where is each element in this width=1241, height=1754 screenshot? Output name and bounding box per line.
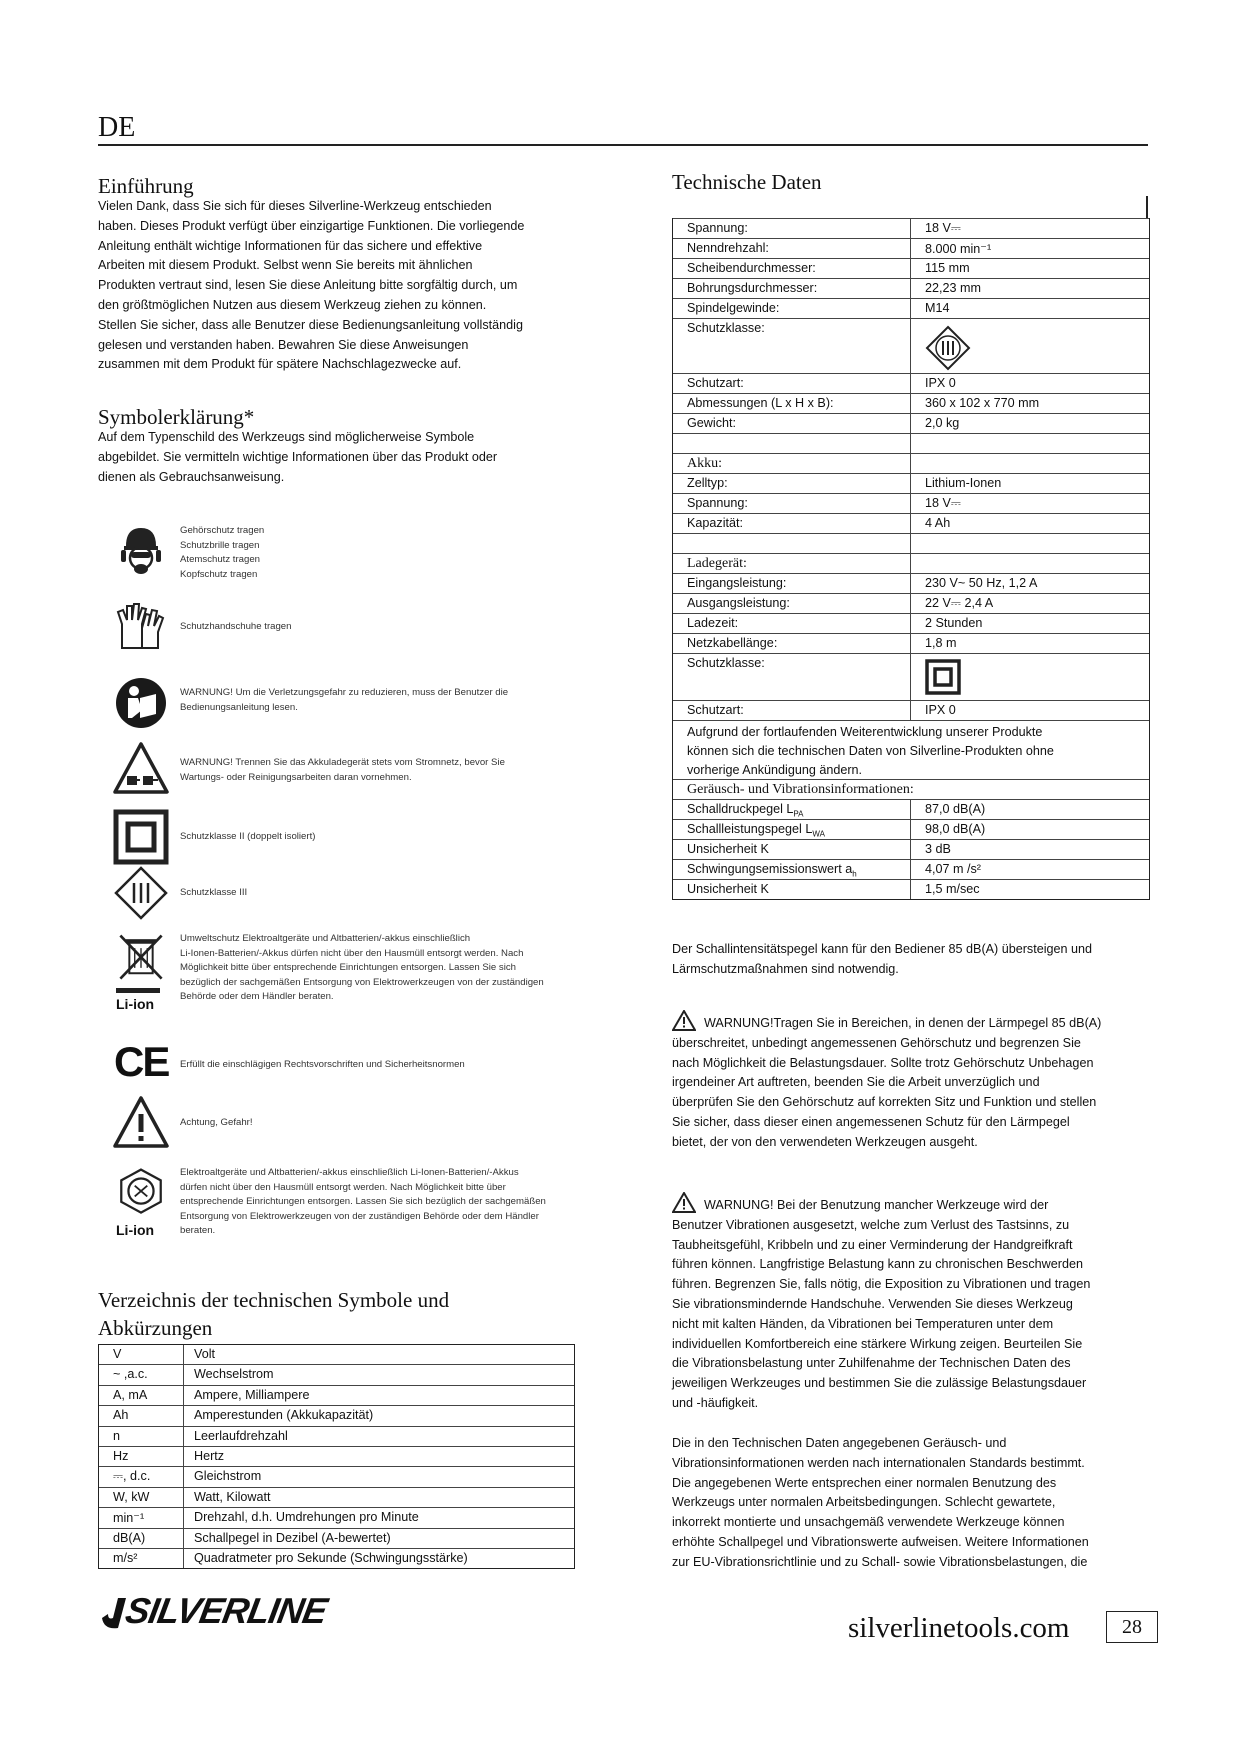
tech-row: Netzkabellänge: 1,8 m [673,633,1149,653]
text-line: Werkzeugs unter normalen Arbeitsbedingungen. Schlecht gewartete, [672,1495,1056,1510]
tech-top-rule [1146,196,1148,218]
intro-body [98,197,524,375]
symbol-text: WARNUNG! Trennen Sie das Akkuladegerät stets vom Stromnetz, bevor Sie Wartungs- oder Reinigungsarbeiten daran vornehmen. [180,757,505,783]
brand-logo [96,1588,396,1636]
abbrev-row: W, kW Watt, Kilowatt [99,1487,574,1507]
tech-row: Bohrungsdurchmesser: 22,23 mm [673,278,1149,298]
warning-icon [672,1010,696,1031]
symbols-title: Symbolerklärung* [98,405,255,429]
intro-title: Einführung [98,174,194,198]
vibration-warning: WARNUNG! Bei der Benutzung mancher Werkzeuge wird der Benutzer Vibrationen ausgesetzt, welche zum Verlust des Tastsinns, zu Taubheitsgefühl, Kribbeln und zu einer Verminderung der Handgreifkraft führen können. Langfristige Belastung kann zu chronischen Beschwerden führen. Begrenzen Sie, falls nötig, die Exposition zu Vibrationen und tragen Sie vibrationsmindernde Handschuhe. Verwenden Sie dieses Werkzeug nicht mit kalten Händen, da Vibrationen bei Temperaturen unter dem individuellen Komfortbereich eine stärkere Wirkung zeigen. Beurteilen Sie die Vibrationsbelastung unter Zuhilfenahme der Technischen Daten des jeweiligen Werkzeuges und bestimmen Sie die zulässige Belastungsdauer und -häufigkeit. [672,1192,1090,1414]
abbrev-row: n Leerlaufdrehzahl [99,1426,574,1446]
text-line: erhöhte Schallpegel und Vibrationswerte aufweisen. Weitere Informationen [672,1534,1089,1549]
text-line: überschreitet, unbedingt angemessenen Gehörschutz und begrenzen Sie [672,1035,1081,1050]
symbol-text: Gehörschutz tragen Schutzbrille tragen Atemschutz tragen Kopfschutz tragen [180,525,265,580]
text-line: inkorrekt montierte und unsachgemäß verwendete Werkzeuge können [672,1515,1065,1530]
abbrev-row: ~ ,a.c. Wechselstrom [99,1364,574,1384]
text-line: haben. Dieses Produkt verfügt über einzigartige Funktionen. Die vorliegende [98,218,525,233]
text-line: irgendeiner Art auftreten, beenden Sie die Arbeit unverzüglich und [672,1075,1040,1090]
tech-row: Kapazität: 4 Ah [673,513,1149,533]
tech-row: Unsicherheit K 3 dB [673,839,1149,859]
abbrev-title-line1: Verzeichnis der technischen Symbole und [98,1288,450,1312]
text-line: jeweiligen Werkzeuges und bestimmen Sie die zulässige Belastungsdauer [672,1376,1087,1391]
text-line: nicht mit kalten Händen, da Vibrationen bei Temperaturen unter dem [672,1316,1054,1331]
text-line: Die in den Technischen Daten angegebenen Geräusch- und [672,1436,1007,1450]
tech-table [672,218,1150,900]
tech-title: Technische Daten [672,170,822,194]
tech-row: Ladezeit: 2 Stunden [673,613,1149,633]
text-line: führen. Begrenzen Sie, falls nötig, die Exposition zu Vibrationen und tragen [672,1277,1091,1292]
header-rule [98,144,1148,146]
abbrev-row: ⎓, d.c. Gleichstrom [99,1466,574,1486]
text-line: Lärmschutzmaßnahmen sind notwendig. [672,961,899,976]
symbol-text: Umweltschutz Elektroaltgeräte und Altbatterien/-akkus einschließlich Li-Ionen-Batterien/-Akkus dürfen nicht über den Hausmüll entsorgt werden. Nach Möglichkeit bitte über entsprechende Einrichtungen entsorgen. Lassen Sie sich bezüglich der sachgemäßen Entsorgung von Elektrowerkzeugen von der zuständigen Behörde oder dem Händler beraten. [180,933,544,1002]
class-ii-icon [925,659,961,695]
abbrev-title-line2: Abkürzungen [98,1316,213,1340]
text-line: Produkten vertraut sind, lesen Sie diese Anleitung bitte sorgfältig durch, um [98,278,518,293]
tech-row-lader: Ladegerät: [673,553,1149,573]
text-line: zur EU-Vibrationsrichtlinie und zu Schall- sowie Vibrationsbelastungen, die [672,1554,1088,1569]
abbrev-table [98,1344,575,1569]
text-line: Der Schallintensitätspegel kann für den Bediener 85 dB(A) übersteigen und [672,942,1093,956]
symbol-text: Schutzklasse III [180,887,248,898]
li-ion-badge: Li-ion [116,996,155,1012]
ppe-head-icon [112,522,170,580]
class-iii-icon [925,325,971,371]
text-line: und -häufigkeit. [672,1395,759,1410]
text-line: nach Möglichkeit die Belastungsdauer. Sollte trotz Gehörschutz Unbehagen [672,1055,1094,1070]
text-line: Vibrationsinformationen werden nach internationalen Standards bestimmt. [672,1455,1085,1470]
symbol-text: Elektroaltgeräte und Altbatterien/-akkus einschließlich Li-Ionen-Batterien/-Akkus dürfen nicht über den Hausmüll entsorgt werden. Nach Möglichkeit bitte über entsprechende Einrichtungen entsorgen. Lassen Sie sich bezüglich der sachgemäßen Entsorgung von Elektrowerkzeugen von der zuständigen Behörde oder dem Händler beraten. [180,1167,546,1236]
class-ii-icon [112,808,170,866]
abbrev-row: m/s² Quadratmeter pro Sekunde (Schwingungsstärke) [99,1548,574,1568]
text-line: individuellen Komfortbereich eine stärkere Wirkung zeigen. Beurteilen Sie [672,1336,1083,1351]
symbol-text: Schutzklasse II (doppelt isoliert) [180,831,316,842]
abbrev-row: Hz Hertz [99,1446,574,1466]
class-iii-icon [112,864,170,922]
tech-row-empty [673,533,1149,553]
tech-row: Nenndrehzahl: 8.000 min⁻¹ [673,238,1149,258]
tech-row: Abmessungen (L x H x B): 360 x 102 x 770 mm [673,393,1149,413]
weee-li-ion-icon [112,932,170,984]
text-line: Anleitung enthält wichtige Informationen für das sichere und effektive [98,238,483,253]
tech-row: Schallleistungspegel $L_{WA}$ 98,0 dB(A) [673,819,1149,839]
brand-wordmark: SILVERLINE [122,1590,330,1631]
ce-mark-icon: CE [114,1038,169,1085]
abbrev-row: A, mA Ampere, Milliampere [99,1385,574,1405]
tech-row-empty [673,433,1149,453]
tech-row: Zelltyp: Lithium-Ionen [673,473,1149,493]
abbrev-row: dB(A) Schallpegel in Dezibel (A-bewertet) [99,1528,574,1548]
text-line: abgebildet. Sie vermitteln wichtige Informationen über das Produkt oder [98,449,498,464]
text-line: bietet, der von den verwendeten Werkzeugen ausgeht. [672,1134,978,1149]
tech-notice: Aufgrund der fortlaufenden Weiterentwicklung unserer Produkte können sich die technischen Daten von Silverline-Produkten ohne vorherige Ankündigung ändern. [673,720,1149,779]
caution-icon [112,1094,170,1152]
standards-paragraph [672,1434,1089,1573]
text-line: den größtmöglichen Nutzen aus diesem Werkzeug ziehen zu können. [98,297,487,312]
tech-row: Schwingungsemissionswert $a_h$ 4,07 m /s² [673,859,1149,879]
tech-row: Schalldruckpegel $L_{PA}$ 87,0 dB(A) [673,799,1149,819]
recycle-li-ion-icon [112,1166,170,1218]
abbrev-row: Ah Amperestunden (Akkukapazität) [99,1405,574,1425]
warning-icon [672,1192,696,1213]
li-ion-badge: Li-ion [116,1222,155,1238]
text-line: Die angegebenen Werte entsprechen einer normalen Benutzung des [672,1475,1057,1490]
tech-row: Spindelgewinde: M14 [673,298,1149,318]
tech-row: Spannung: 18 V⎓ [673,218,1149,238]
text-line: Benutzer Vibrationen ausgesetzt, welche zum Verlust des Tastsinns, zu [672,1217,1070,1232]
text-line: Sie sicher, dass dieser einen angemessenen Schutz für den Lärmpegel [672,1114,1070,1129]
symbol-text: Schutzhandschuhe tragen [180,621,292,632]
abbrev-row: min⁻¹ Drehzahl, d.h. Umdrehungen pro Minute [99,1507,574,1527]
symbol-text: Erfüllt die einschlägigen Rechtsvorschriften und Sicherheitsnormen [180,1059,465,1070]
tech-row-akku: Akku: [673,453,1149,473]
tech-row: Eingangsleistung: 230 V~ 50 Hz, 1,2 A [673,573,1149,593]
weee-bar [116,988,160,993]
tech-row: Unsicherheit K 1,5 m/sec [673,879,1149,899]
read-manual-icon [112,674,170,732]
language-code: DE [98,112,136,143]
text-line: Stellen Sie sicher, dass alle Benutzer diese Bedienungsanleitung vollständig [98,317,523,332]
tech-row-schutzklasse: Schutzklasse: [673,318,1149,373]
tech-row: Gewicht: 2,0 kg [673,413,1149,433]
text-line: gelesen und verstanden haben. Bewahren Sie diese Anweisungen [98,337,469,352]
footer-url[interactable]: silverlinetools.com [848,1612,1070,1644]
symbol-text: WARNUNG! Um die Verletzungsgefahr zu reduzieren, muss der Benutzer die Bedienungsanleitung lesen. [180,687,509,713]
noise-paragraph [672,940,1092,980]
text-line: dienen als Gebrauchsanweisung. [98,469,285,484]
text-line: Taubheitsgefühl, Kribbeln und zu einer Verminderung der Handgreifkraft [672,1237,1073,1252]
tech-row: Schutzart: IPX 0 [673,373,1149,393]
symbol-text: Achtung, Gefahr! [180,1117,253,1128]
text-line: Vielen Dank, dass Sie sich für dieses Silverline-Werkzeug entschieden [98,199,492,213]
text-line: zusammen mit dem Produkt für spätere Nachschlagezwecke auf. [98,357,462,372]
text-line: führen können. Langfristige Belastung kann zu chronischen Beschwerden [672,1257,1083,1272]
tech-row: Scheibendurchmesser: 115 mm [673,258,1149,278]
unplug-warning-icon [112,740,170,798]
tech-row-noise: Geräusch- und Vibrationsinformationen: [673,779,1149,799]
tech-row: Spannung: 18 V⎓ [673,493,1149,513]
gloves-icon [112,598,170,656]
text-line: Arbeiten mit diesem Produkt. Selbst wenn Sie bereits mit ähnlichen [98,258,473,273]
text-line: Auf dem Typenschild des Werkzeugs sind möglicherweise Symbole [98,430,475,444]
noise-warning: WARNUNG!Tragen Sie in Bereichen, in denen der Lärmpegel 85 dB(A) überschreitet, unbedingt angemessenen Gehörschutz und begrenzen Sie nach Möglichkeit die Belastungsdauer. Sollte trotz Gehörschutz Unbehagen irgendeiner Art auftreten, beenden Sie die Arbeit unverzüglich und überprüfen Sie den Gehörschutz auf korrekten Sitz und Funktion und stellen Sie sicher, dass dieser einen angemessenen Schutz für den Lärmpegel bietet, der von den verwendeten Werkzeugen ausgeht. [672,1010,1101,1153]
tech-row-schutzart-2: Schutzart: IPX 0 [673,700,1149,720]
page-number: 28 [1106,1611,1158,1643]
text-line: überprüfen Sie den Gehörschutz auf korrekten Sitz und Funktion und stellen [672,1095,1097,1110]
symbols-intro [98,428,497,487]
text-line: Sie vibrationsmindernde Handschuhe. Verwenden Sie dieses Werkzeug [672,1296,1073,1311]
text-line: die Vibrationsbelastung unter Zuhilfenahme der Technischen Daten des [672,1356,1071,1371]
abbrev-row: V Volt [99,1345,574,1364]
tech-row: Ausgangsleistung: 22 V⎓ 2,4 A [673,593,1149,613]
tech-row-schutzklasse-2: Schutzklasse: [673,653,1149,700]
